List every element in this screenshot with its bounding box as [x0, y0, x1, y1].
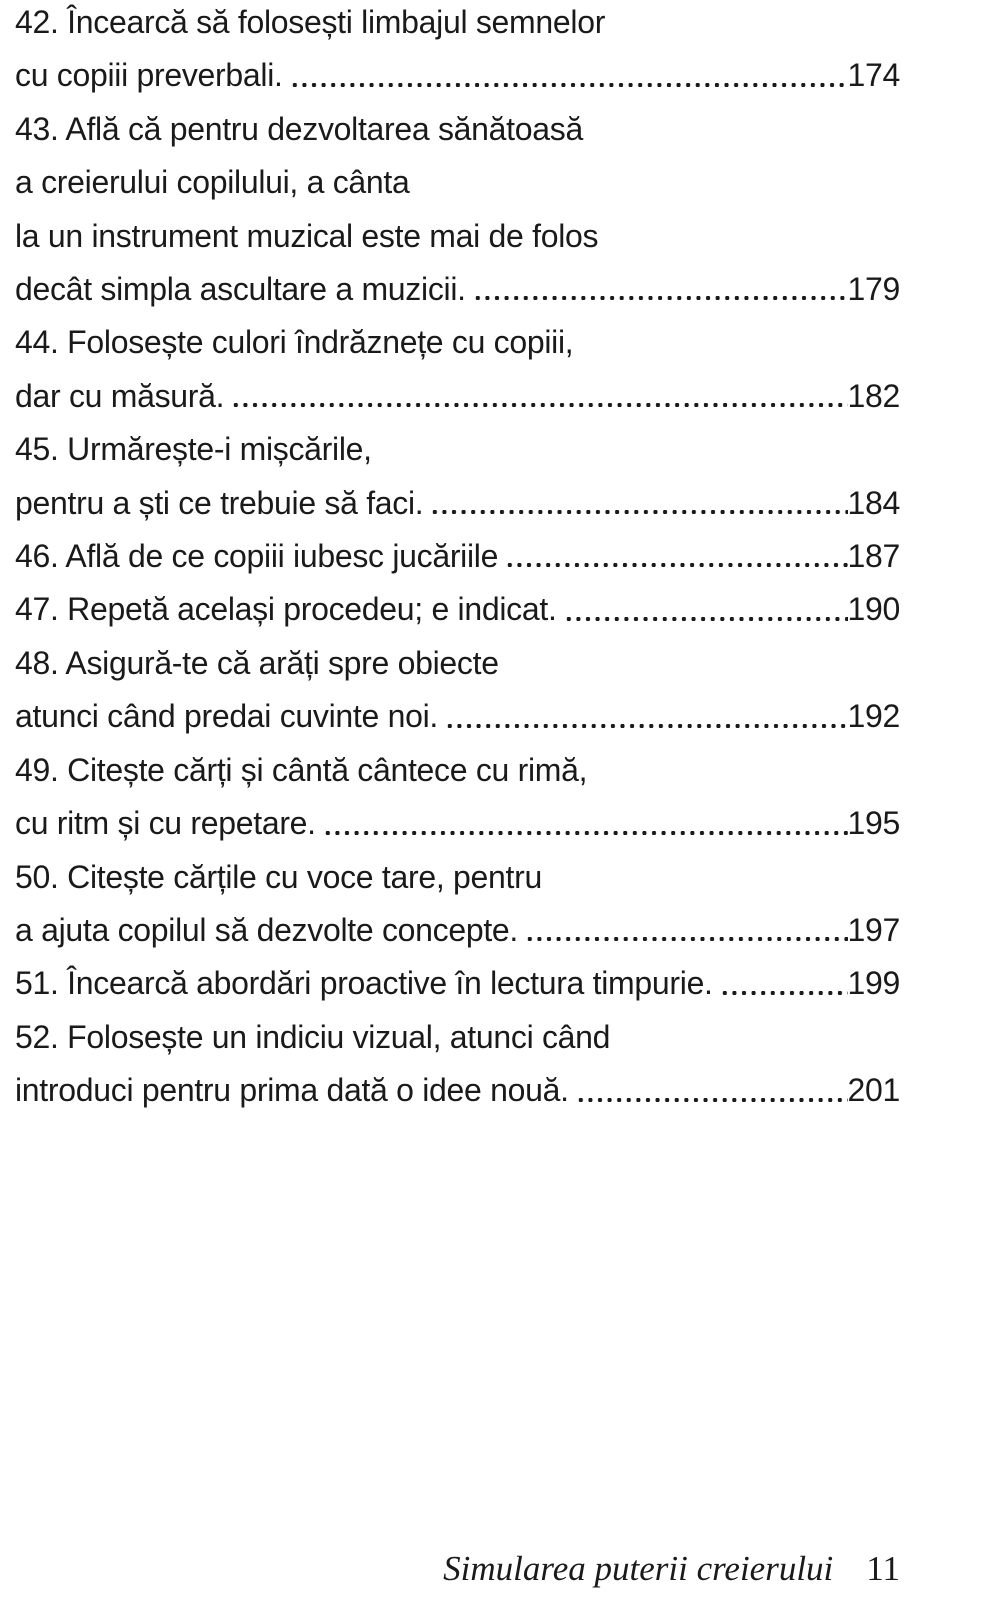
- toc-entry-text: dar cu măsură.: [15, 377, 225, 414]
- page-footer: [15, 1547, 900, 1591]
- toc-entry: [15, 0, 900, 103]
- toc-entry: [15, 851, 900, 958]
- toc-entry-page-number: 195: [847, 805, 900, 842]
- toc-line: a creierului copilului, a cânta: [15, 164, 410, 201]
- toc-entry-text: atunci când predai cuvinte noi.: [15, 698, 438, 735]
- toc-entry-text: a ajuta copilul să dezvolte concepte.: [15, 911, 519, 948]
- toc-entry-text: 51. Încearcă abordări proactive în lectura timpurie.: [15, 965, 713, 1002]
- toc-entry-page-number: 201: [847, 1072, 900, 1109]
- toc-entry: [15, 103, 900, 317]
- dot-leader: [525, 936, 847, 942]
- toc-entry: [15, 1011, 900, 1118]
- toc-entry-page-number: 179: [847, 271, 900, 308]
- toc-entry-text: decât simpla ascultare a muzicii.: [15, 271, 466, 308]
- toc-line: 48. Asigură-te că arăți spre obiecte: [15, 644, 499, 681]
- toc-entry: [15, 637, 900, 744]
- dot-leader: [576, 1097, 848, 1103]
- dot-leader: [720, 990, 848, 996]
- toc-line: 52. Folosește un indiciu vizual, atunci când: [15, 1018, 611, 1055]
- toc-entry-text: 46. Află de ce copiii iubesc jucăriile: [15, 538, 499, 575]
- toc-entry: [15, 316, 900, 423]
- toc-line: [15, 904, 900, 957]
- toc-entry: [15, 530, 900, 583]
- toc-line: [15, 370, 900, 423]
- folio-page-number: 11: [866, 1549, 900, 1588]
- toc-entry: [15, 744, 900, 851]
- toc-line: [15, 957, 900, 1010]
- toc-entry-text: 47. Repetă același procedeu; e indicat.: [15, 591, 557, 628]
- toc-line: [15, 583, 900, 636]
- toc-entry: [15, 423, 900, 530]
- dot-leader: [473, 295, 848, 301]
- toc-entry-page-number: 184: [847, 484, 900, 521]
- toc-entry-page-number: 187: [847, 538, 900, 575]
- dot-leader: [430, 509, 847, 515]
- dot-leader: [231, 402, 847, 408]
- toc-line: [15, 530, 900, 583]
- toc-entry-page-number: 199: [847, 965, 900, 1002]
- toc-entry-page-number: 174: [847, 57, 900, 94]
- toc-line: 45. Urmărește-i mișcările,: [15, 431, 372, 468]
- toc-entry-page-number: 190: [847, 591, 900, 628]
- toc-line: 43. Află că pentru dezvoltarea sănătoasă: [15, 110, 583, 147]
- toc-entry: [15, 583, 900, 636]
- toc-line: [15, 1064, 900, 1117]
- running-footer-book-title: Simularea puterii creierului: [443, 1549, 834, 1588]
- dot-leader: [323, 830, 848, 836]
- toc-entry-text: pentru a ști ce trebuie să faci.: [15, 484, 424, 521]
- toc-entry-text: introduci pentru prima dată o idee nouă.: [15, 1072, 569, 1109]
- dot-leader: [290, 82, 848, 88]
- toc-entry-page-number: 192: [847, 698, 900, 735]
- toc-entry-page-number: 197: [847, 911, 900, 948]
- table-of-contents: [15, 0, 900, 1118]
- toc-line: 49. Citește cărți și cântă cântece cu rimă,: [15, 751, 588, 788]
- toc-line: [15, 797, 900, 850]
- toc-entry: [15, 957, 900, 1010]
- toc-entry-text: cu copiii preverbali.: [15, 57, 283, 94]
- dot-leader: [505, 562, 847, 568]
- toc-line: [15, 263, 900, 316]
- toc-line: [15, 477, 900, 530]
- toc-line: 44. Folosește culori îndrăznețe cu copiii,: [15, 324, 574, 361]
- toc-line: [15, 690, 900, 743]
- toc-entry-page-number: 182: [847, 377, 900, 414]
- dot-leader: [445, 723, 848, 729]
- toc-line: [15, 49, 900, 102]
- toc-line: 42. Încearcă să folosești limbajul semnelor: [15, 4, 606, 40]
- toc-entry-text: cu ritm și cu repetare.: [15, 805, 316, 842]
- toc-line: la un instrument muzical este mai de folos: [15, 217, 599, 254]
- toc-line: 50. Citește cărțile cu voce tare, pentru: [15, 858, 542, 895]
- dot-leader: [564, 616, 848, 622]
